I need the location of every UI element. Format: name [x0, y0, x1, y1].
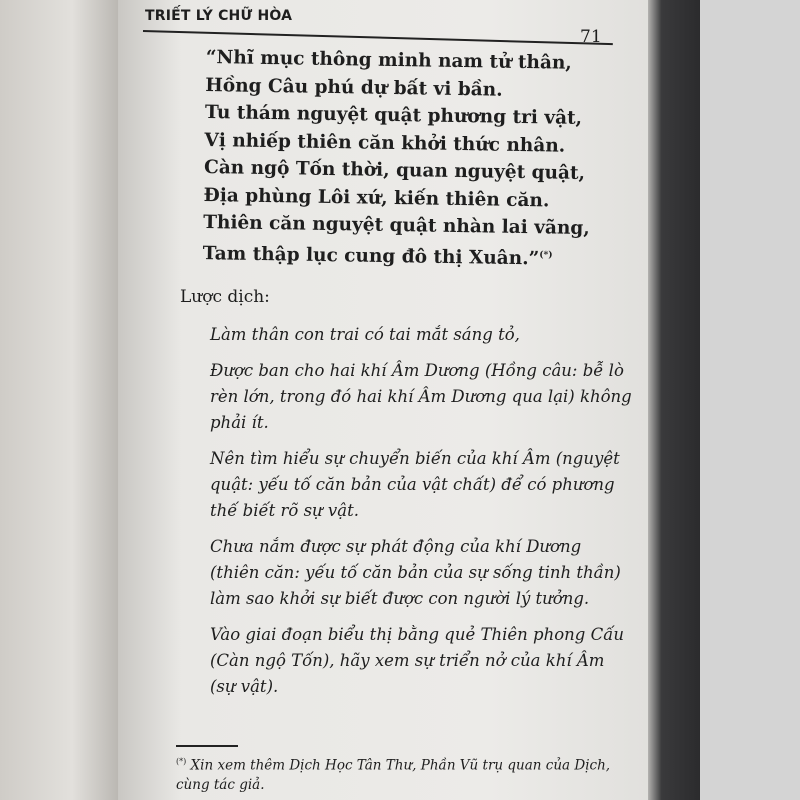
footnote-text: Xin xem thêm Dịch Học Tân Thư, Phần Vũ trụ quan của Dịch, cùng tác giả. [176, 757, 611, 793]
translation-paragraph: Chưa nắm được sự phát động của khí Dương (thiên căn: yếu tố căn bản của sự sống tinh thần) làm sao khởi sự biết được con người lý tưởng. [210, 537, 621, 608]
footnote-rule [176, 745, 238, 747]
translation-block [210, 322, 635, 710]
page-number: 71 [580, 27, 602, 47]
verse-line: Càn ngộ Tốn thời, quan nguyệt quật, [203, 156, 586, 184]
translation-paragraph: Được ban cho hai khí Âm Dương (Hồng câu: bễ lò rèn lớn, trong đó hai khí Âm Dương qua lại) không phải ít. [210, 361, 632, 432]
verse-block [202, 44, 592, 273]
running-title: TRIẾT LÝ CHỮ HÒA [145, 8, 293, 24]
header-rule [143, 30, 613, 45]
footnote-mark: (*) [539, 249, 553, 260]
verse-line: Vị nhiếp thiên căn khởi thức nhân. [204, 129, 566, 157]
book-cover-edge [645, 0, 700, 800]
translation-label: Lược dịch: [180, 287, 270, 307]
translation-paragraph: Làm thân con trai có tai mắt sáng tỏ, [210, 325, 520, 344]
footnote-mark: (*) [176, 757, 187, 766]
background-surface [700, 0, 800, 800]
translation-paragraph: Nên tìm hiểu sự chuyển biến của khí Âm (nguyệt quật: yếu tố căn bản của vật chất) để có phương thế biết rõ sự vật. [210, 449, 620, 520]
verse-line: Hồng Câu phú dự bất vi bần. [205, 74, 503, 101]
footnote [176, 752, 626, 795]
verse-line: Tu thám nguyệt quật phương tri vật, [204, 101, 583, 129]
translation-paragraph: Vào giai đoạn biểu thị bằng quẻ Thiên phong Cấu (Càn ngộ Tốn), hãy xem sự triển nở của khí Âm (sự vật). [210, 625, 624, 696]
facing-page-edge [0, 0, 120, 800]
verse-line: Thiên căn nguyệt quật nhàn lai vãng, [203, 211, 590, 240]
verse-line: “Nhĩ mục thông minh nam tử thân, [205, 46, 572, 74]
verse-line [202, 236, 589, 273]
verse-line: Địa phùng Lôi xứ, kiến thiên căn. [203, 184, 550, 211]
verse-line-text: Tam thập lục cung đô thị Xuân.” [202, 242, 540, 269]
book-page [118, 0, 648, 800]
